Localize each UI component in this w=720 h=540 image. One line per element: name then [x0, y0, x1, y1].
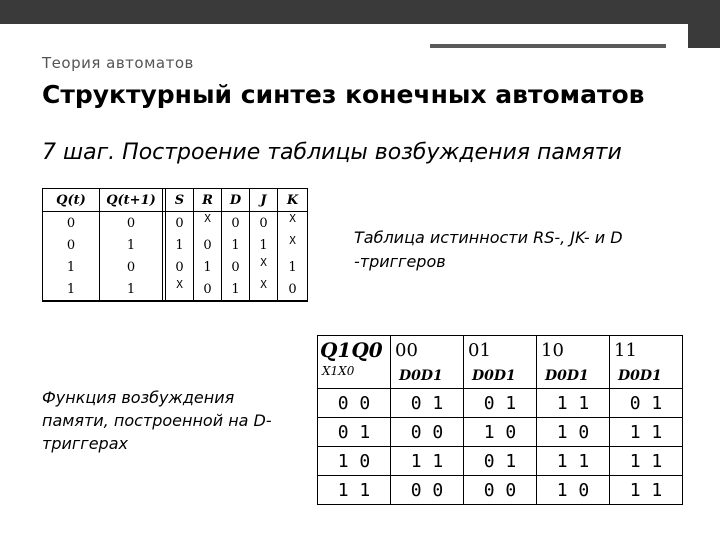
kmap-cell: 0 1	[610, 389, 683, 418]
truth-cell: 0	[194, 234, 222, 256]
truth-row	[43, 256, 308, 278]
kmap-col-header	[464, 336, 537, 389]
truth-header-cell: Q(t+1)	[100, 189, 163, 212]
kmap-cell: 0 0	[391, 418, 464, 447]
truth-cell: X	[250, 278, 278, 301]
kmap-cell: 0 0	[391, 476, 464, 505]
truth-cell: 0	[250, 212, 278, 235]
col-sub: D0D1	[545, 368, 589, 384]
slide-title: Структурный синтез конечных автоматов	[42, 80, 645, 109]
course-subtitle: Теория автоматов	[42, 54, 194, 72]
step-heading: 7 шаг. Построение таблицы возбуждения памяти	[42, 140, 622, 165]
kmap-cell: 0 0	[464, 476, 537, 505]
top-decor-bar	[0, 0, 720, 24]
truth-cell: X	[278, 234, 308, 256]
truth-cell: 1	[222, 278, 250, 301]
kmap-row-label: 1 0	[318, 447, 391, 476]
kmap-row	[318, 447, 683, 476]
truth-cell: 0	[222, 256, 250, 278]
kmap-col-header	[391, 336, 464, 389]
corner-input-label: X1X0	[322, 364, 355, 378]
truth-header-cell: Q(t)	[43, 189, 100, 212]
truth-header-cell: S	[166, 189, 194, 212]
col-sub: D0D1	[472, 368, 516, 384]
kmap-header-row	[318, 336, 683, 389]
kmap-cell: 1 1	[537, 389, 610, 418]
truth-header-cell: R	[194, 189, 222, 212]
truth-cell: 1	[100, 278, 163, 301]
truth-header-cell: D	[222, 189, 250, 212]
truth-cell: 0	[43, 212, 100, 235]
kmap-cell: 1 1	[610, 447, 683, 476]
truth-cell: 0	[222, 212, 250, 235]
kmap-cell: 1 1	[391, 447, 464, 476]
truth-cell: X	[194, 212, 222, 235]
kmap-row-label: 0 0	[318, 389, 391, 418]
truth-cell: 1	[43, 256, 100, 278]
truth-cell: 0	[166, 212, 194, 235]
truth-cell: 0	[43, 234, 100, 256]
truth-cell: 0	[166, 256, 194, 278]
col-code: 11	[614, 340, 637, 361]
truth-cell: X	[166, 278, 194, 301]
truth-cell: 1	[166, 234, 194, 256]
truth-cell: 0	[100, 256, 163, 278]
truth-cell: 1	[194, 256, 222, 278]
col-sub: D0D1	[618, 368, 662, 384]
decor-line	[430, 44, 666, 48]
kmap-col-header	[537, 336, 610, 389]
kmap-row	[318, 389, 683, 418]
truth-table	[42, 188, 308, 302]
kmap-cell: 0 1	[464, 389, 537, 418]
excitation-table	[317, 335, 683, 505]
col-sub: D0D1	[399, 368, 443, 384]
truth-row	[43, 278, 308, 301]
truth-cell: 1	[278, 256, 308, 278]
truth-cell: 1	[222, 234, 250, 256]
truth-row	[43, 212, 308, 235]
kmap-cell: 0 1	[391, 389, 464, 418]
truth-cell: X	[278, 212, 308, 235]
kmap-cell: 1 0	[537, 476, 610, 505]
kmap-cell: 1 0	[537, 418, 610, 447]
kmap-row-label: 1 1	[318, 476, 391, 505]
kmap-row	[318, 418, 683, 447]
col-code: 10	[541, 340, 564, 361]
corner-decor	[688, 0, 720, 48]
truth-cell: 0	[100, 212, 163, 235]
kmap-row	[318, 476, 683, 505]
truth-row	[43, 234, 308, 256]
col-code: 01	[468, 340, 491, 361]
corner-state-label: Q1Q0	[320, 338, 383, 362]
kmap-row-label: 0 1	[318, 418, 391, 447]
kmap-cell: 1 1	[610, 476, 683, 505]
kmap-corner	[318, 336, 391, 389]
col-code: 00	[395, 340, 418, 361]
truth-cell: 1	[250, 234, 278, 256]
function-caption: Функция возбуждения памяти, построенной на D-триггерах	[42, 388, 272, 454]
truth-header-cell: J	[250, 189, 278, 212]
truth-cell: 1	[100, 234, 163, 256]
truth-cell: X	[250, 256, 278, 278]
kmap-cell: 1 1	[537, 447, 610, 476]
truth-header-cell: K	[278, 189, 308, 212]
kmap-cell: 0 1	[464, 447, 537, 476]
kmap-cell: 1 0	[464, 418, 537, 447]
truth-table-caption: Таблица истинности RS-, JK- и D -триггеров	[354, 228, 623, 271]
truth-cell: 0	[194, 278, 222, 301]
kmap-cell: 1 1	[610, 418, 683, 447]
truth-cell: 1	[43, 278, 100, 301]
kmap-col-header	[610, 336, 683, 389]
truth-cell: 0	[278, 278, 308, 301]
truth-header-row	[43, 189, 308, 212]
